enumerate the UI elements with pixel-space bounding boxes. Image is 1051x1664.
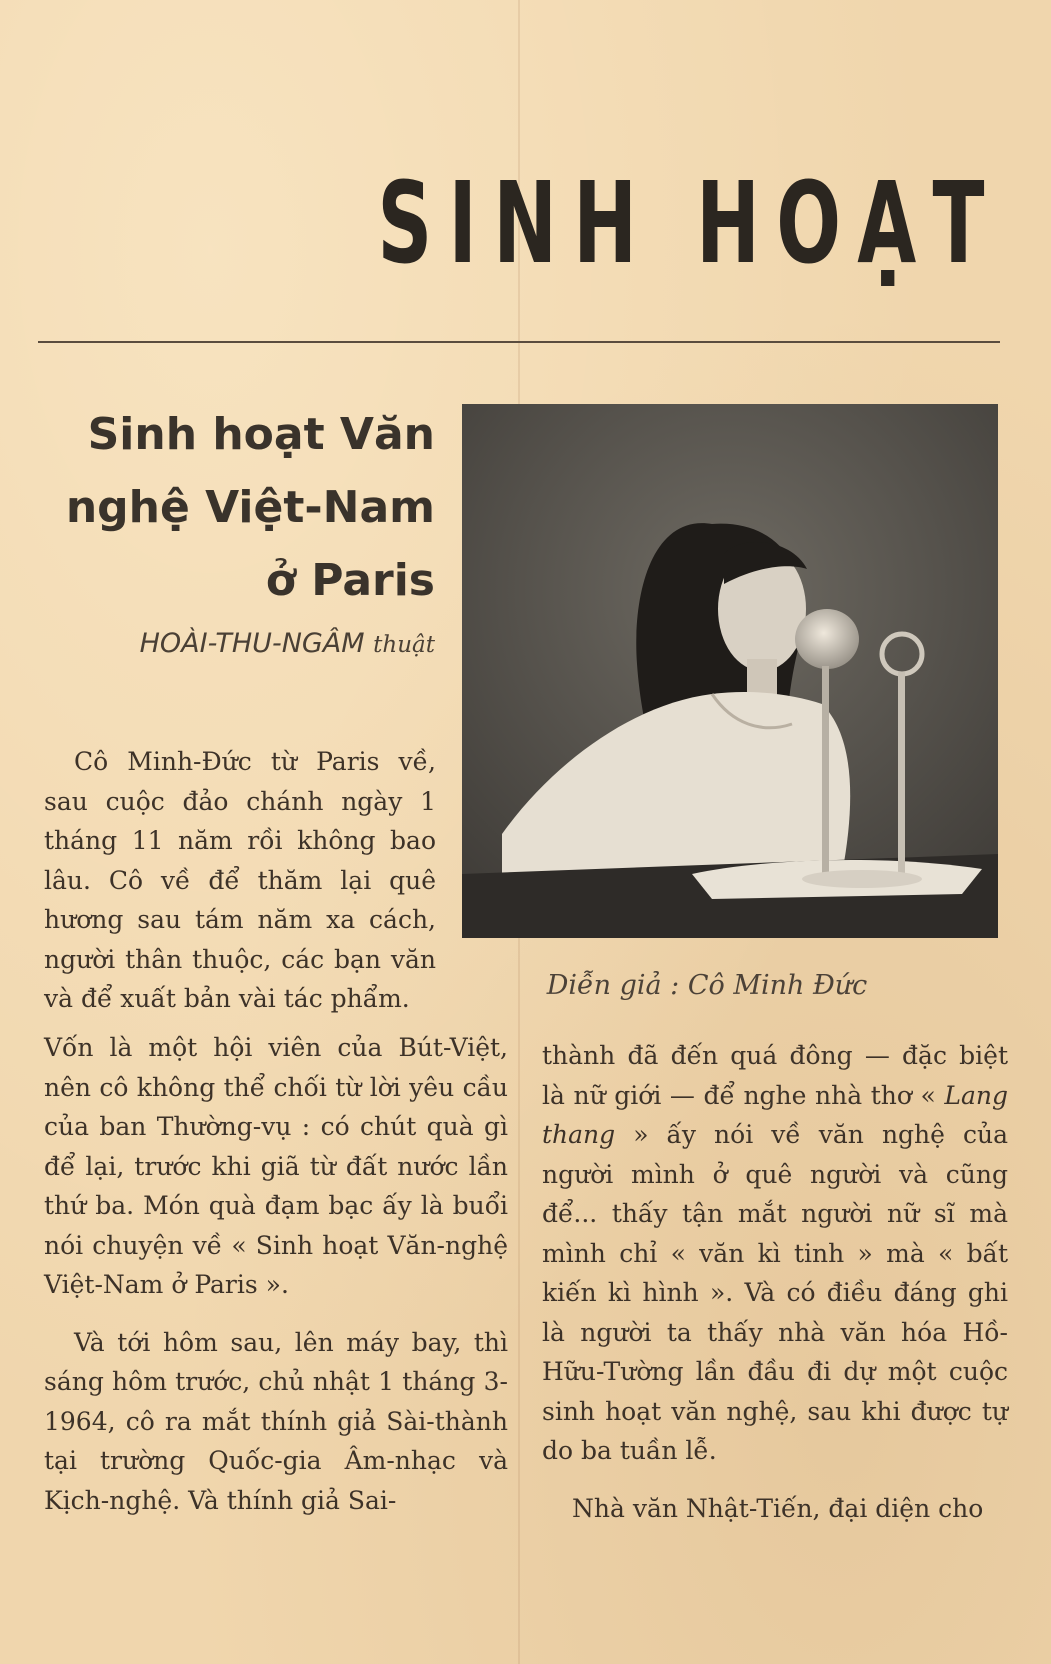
paragraph: [542, 1036, 1008, 1471]
header-rule: [38, 341, 1000, 343]
article-title-line: nghệ Việt-Nam: [65, 482, 435, 533]
section-header: SINH HOẠT: [377, 159, 1001, 289]
byline: [40, 628, 435, 659]
article-column-right: [542, 1036, 1008, 1528]
article-title-line: ở Paris: [265, 555, 435, 606]
text-run: » ấy nói về văn nghệ của người mình ở quê người và cũng để... thấy tận mắt người nữ sĩ mà mình chỉ « văn kì tinh » mà « bất kiến kì hình ». Và có điều đáng ghi là người ta thấy nhà văn hóa Hồ-Hữu-Tường lần đầu đi dự một cuộc sinh hoạt văn nghệ, sau khi được tự do ba tuần lễ.: [542, 1120, 1008, 1465]
article-title: [40, 398, 435, 617]
article-title-line: Sinh hoạt Văn: [87, 409, 435, 460]
speaker-photo: [462, 404, 998, 938]
paragraph: Vốn là một hội viên của Bút-Việt, nên cô không thể chối từ lời yêu cầu của ban Thường-vụ : có chút quà gì để lại, trước khi giã từ đất nước lần thứ ba. Món quà đạm bạc ấy là buổi nói chuyện về « Sinh hoạt Văn-nghệ Việt-Nam ở Paris ».: [44, 1033, 508, 1299]
author-role: thuật: [373, 632, 435, 658]
author-name: HOÀI-THU-NGÂM: [139, 628, 365, 659]
photo-caption: Diễn giả : Cô Minh Đức: [546, 970, 868, 1001]
article-column-left-top: [44, 742, 436, 1019]
paragraph: Và tới hôm sau, lên máy bay, thì sáng hôm trước, chủ nhật 1 tháng 3-1964, cô ra mắt thính giả Sài-thành tại trường Quốc-gia Âm-nhạc và Kịch-nghệ. Và thính giả Sai-: [44, 1327, 508, 1515]
speaker-photo-illustration: [462, 404, 998, 938]
paragraph: Cô Minh-Đức từ Paris về, sau cuộc đảo chánh ngày 1 tháng 11 năm rồi không bao lâu. Cô về để thăm lại quê hương sau tám năm xa cách, người thân thuộc, các bạn văn và để xuất bản vài tác phẩm.: [44, 747, 436, 1013]
article-column-left-bottom: [44, 1028, 508, 1520]
text-run: thành đã đến quá đông — đặc biệt là nữ giới — để nghe nhà thơ «: [542, 1041, 1008, 1110]
poem-title: Lang thang: [542, 1080, 1008, 1149]
paragraph: Nhà văn Nhật-Tiến, đại diện cho: [572, 1493, 984, 1523]
